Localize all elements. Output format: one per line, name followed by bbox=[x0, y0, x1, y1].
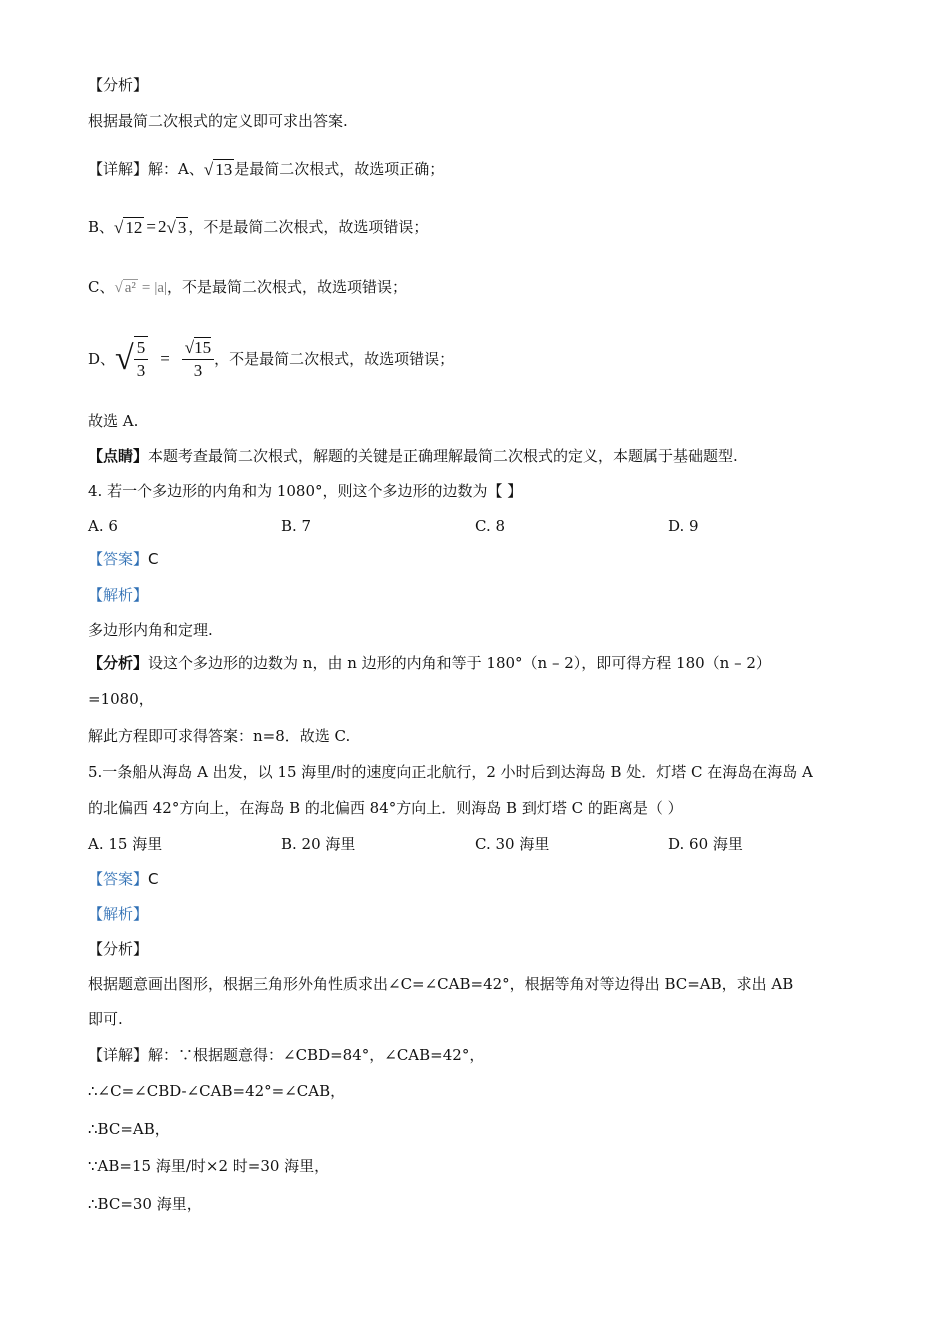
fraction-sqrt15-3: $\frac{√15}{3}$ bbox=[182, 337, 214, 382]
detail-label: 【详解】 bbox=[88, 160, 149, 178]
fenxi-heading: 【分析】 bbox=[88, 76, 149, 94]
answer-value: C bbox=[148, 870, 159, 888]
detail-option-b bbox=[88, 216, 428, 239]
answer-label: 【答案】 bbox=[88, 550, 149, 568]
q5-fenxi-label: 【分析】 bbox=[88, 940, 149, 958]
xiangjie-label: 【详解】 bbox=[88, 1046, 149, 1064]
q5-xiangjie-line2: ∴∠C=∠CBD-∠CAB=42°=∠CAB， bbox=[88, 1082, 346, 1100]
option-c-conclusion: ，不是最简二次根式，故选项错误； bbox=[167, 278, 408, 296]
sqrt-13: √ 13 bbox=[203, 160, 233, 179]
option-b-prefix: B、 bbox=[88, 218, 115, 236]
q5-xiangjie-line1 bbox=[88, 1044, 484, 1066]
fenxi-label: 【分析】 bbox=[88, 654, 149, 672]
radical-sign: √ bbox=[115, 340, 134, 377]
equals-sign: = bbox=[160, 349, 170, 368]
detail-option-a bbox=[88, 158, 444, 181]
option-b-conclusion: ，不是最简二次根式，故选项错误； bbox=[188, 218, 429, 236]
sqrt-12: √ 12 bbox=[114, 218, 143, 237]
q4-option-b: B. 7 bbox=[281, 517, 312, 535]
dianjing-text: 本题考查最简二次根式，解题的关键是正确理解最简二次根式的定义，本题属于基础题型. bbox=[148, 447, 738, 465]
option-d-conclusion: ，不是最简二次根式，故选项错误； bbox=[214, 350, 455, 368]
q5-xiangjie-line4: ∵AB=15 海里/时×2 时=30 海里， bbox=[88, 1157, 330, 1175]
q4-fenxi-line3: 解此方程即可求得答案：n=8．故选 C. bbox=[88, 727, 351, 745]
fraction-5-3: $\frac{5}{3}$ bbox=[134, 336, 149, 382]
q4-option-c: C. 8 bbox=[475, 517, 506, 535]
option-d-prefix: D、 bbox=[88, 350, 116, 368]
coefficient: 2 bbox=[157, 217, 167, 236]
dianjing-label: 【点睛】 bbox=[88, 447, 149, 465]
answer-label: 【答案】 bbox=[88, 870, 149, 888]
equals-sign: = bbox=[141, 280, 151, 296]
q5-stem-line1: 5.一条船从海岛 A 出发，以 15 海里/时的速度向正北航行，2 小时后到达海岛 B 处．灯塔 C 在海岛在海岛 A bbox=[88, 763, 813, 781]
q5-fenxi-line1: 根据题意画出图形，根据三角形外角性质求出∠C=∠CAB=42°，根据等角对等边得出 BC=AB，求出 AB bbox=[88, 975, 794, 993]
q5-xiangjie-line5: ∴BC=30 海里， bbox=[88, 1195, 202, 1213]
q5-xiangjie-line3: ∴BC=AB， bbox=[88, 1120, 170, 1138]
fenxi-text: 根据最简二次根式的定义即可求出答案. bbox=[88, 112, 348, 130]
q5-stem-line2: 的北偏西 42°方向上，在海岛 B 的北偏西 84°方向上．则海岛 B 到灯塔 C 的距离是（ ） bbox=[88, 799, 683, 817]
option-c-prefix: C、 bbox=[88, 278, 115, 296]
equals-sign: = bbox=[146, 217, 156, 236]
q5-option-d: D. 60 海里 bbox=[668, 835, 743, 853]
q4-fenxi-line1 bbox=[88, 652, 771, 674]
q5-jiexi-label: 【解析】 bbox=[88, 905, 149, 923]
q5-answer bbox=[88, 868, 159, 890]
q4-option-a: A. 6 bbox=[88, 517, 118, 535]
q5-option-a: A. 15 海里 bbox=[88, 835, 163, 853]
q4-option-d: D. 9 bbox=[668, 517, 699, 535]
q4-fenxi-line2: =1080， bbox=[88, 690, 154, 708]
q4-jiexi-label: 【解析】 bbox=[88, 586, 149, 604]
q4-answer bbox=[88, 548, 159, 570]
fenxi-text: 设这个多边形的边数为 n，由 n 边形的内角和等于 180°（n – 2），即可得方程 180（n – 2） bbox=[148, 654, 771, 672]
detail-option-d bbox=[88, 336, 454, 382]
q5-option-c: C. 30 海里 bbox=[475, 835, 550, 853]
q5-option-b: B. 20 海里 bbox=[281, 835, 356, 853]
choose-text: 故选 A. bbox=[88, 412, 139, 430]
option-a-prefix: 解：A、 bbox=[148, 160, 204, 178]
xiangjie-text: 解：∵根据题意得：∠CBD=84°，∠CAB=42°， bbox=[148, 1046, 485, 1064]
sqrt-3: √ 3 bbox=[166, 218, 187, 237]
answer-value: C bbox=[148, 550, 159, 568]
sqrt-a-squared: √ a² bbox=[114, 280, 136, 296]
abs-a: |a| bbox=[154, 280, 168, 296]
q5-fenxi-line2: 即可. bbox=[88, 1010, 123, 1028]
detail-option-c bbox=[88, 276, 407, 299]
q4-stem: 4. 若一个多边形的内角和为 1080°，则这个多边形的边数为【 】 bbox=[88, 482, 523, 500]
dianjing bbox=[88, 445, 738, 467]
q4-kaodian: 多边形内角和定理. bbox=[88, 621, 213, 639]
option-a-conclusion: 是最简二次根式，故选项正确； bbox=[234, 160, 445, 178]
